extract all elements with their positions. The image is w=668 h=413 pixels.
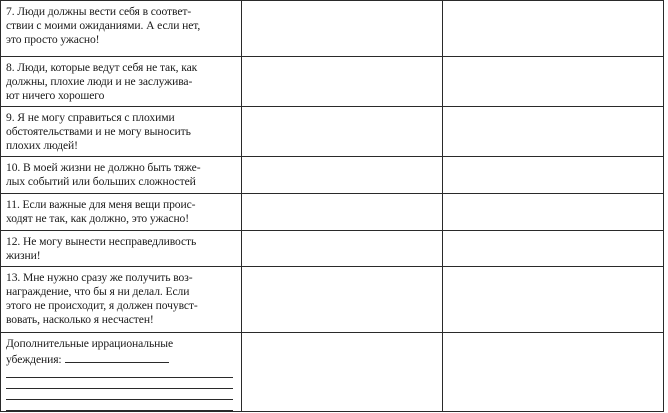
blank-cell-col3[interactable]: [443, 267, 664, 333]
table-row: [1, 194, 664, 231]
table-row: [1, 157, 664, 194]
write-in-line[interactable]: [6, 367, 233, 378]
table-row: [1, 1, 664, 57]
blank-cell-col3[interactable]: [443, 333, 664, 412]
belief-statement-10: 10. В моей жизни не должно быть тяже- лых событий или больших сложностей: [1, 157, 242, 194]
blank-cell-col2[interactable]: [242, 194, 443, 231]
table-row: [1, 107, 664, 157]
table-row: [1, 231, 664, 267]
blank-cell-col3[interactable]: [443, 231, 664, 267]
blank-cell-col2[interactable]: [242, 1, 443, 57]
additional-beliefs-title: Дополнительные иррациональные: [6, 337, 173, 350]
blank-cell-col2[interactable]: [242, 267, 443, 333]
blank-cell-col2[interactable]: [242, 57, 443, 107]
belief-statement-9: 9. Я не могу справиться с плохими обстоятельствами и не могу выносить плохих людей!: [1, 107, 242, 157]
blank-cell-col2[interactable]: [242, 231, 443, 267]
additional-beliefs-cell[interactable]: [1, 333, 242, 412]
belief-statement-7: 7. Люди должны вести себя в соответ- ствии с моими ожиданиями. А если нет, это просто ужасно!: [1, 1, 242, 57]
belief-statement-13: 13. Мне нужно сразу же получить воз- награждение, что бы я ни делал. Если этого не происходит, я должен почувст- вовать, насколько я несчастен!: [1, 267, 242, 333]
blank-cell-col3[interactable]: [443, 57, 664, 107]
additional-beliefs-label: убеждения:: [6, 353, 62, 366]
blank-cell-col2[interactable]: [242, 107, 443, 157]
belief-statement-8: 8. Люди, которые ведут себя не так, как должны, плохие люди и не заслужива- ют ничего хорошего: [1, 57, 242, 107]
blank-cell-col3[interactable]: [443, 157, 664, 194]
blank-cell-col3[interactable]: [443, 107, 664, 157]
write-in-line[interactable]: [65, 351, 169, 363]
belief-statement-11: 11. Если важные для меня вещи проис- ходят не так, как должно, это ужасно!: [1, 194, 242, 231]
belief-statement-12: 12. Не могу вынести несправедливость жизни!: [1, 231, 242, 267]
write-in-line[interactable]: [6, 389, 233, 400]
write-in-line[interactable]: [6, 378, 233, 389]
table-row: [1, 57, 664, 107]
blank-cell-col3[interactable]: [443, 194, 664, 231]
table-row: [1, 267, 664, 333]
blank-cell-col2[interactable]: [242, 157, 443, 194]
blank-cell-col2[interactable]: [242, 333, 443, 412]
blank-cell-col3[interactable]: [443, 1, 664, 57]
write-in-line[interactable]: [6, 400, 233, 411]
table-row: [1, 333, 664, 412]
